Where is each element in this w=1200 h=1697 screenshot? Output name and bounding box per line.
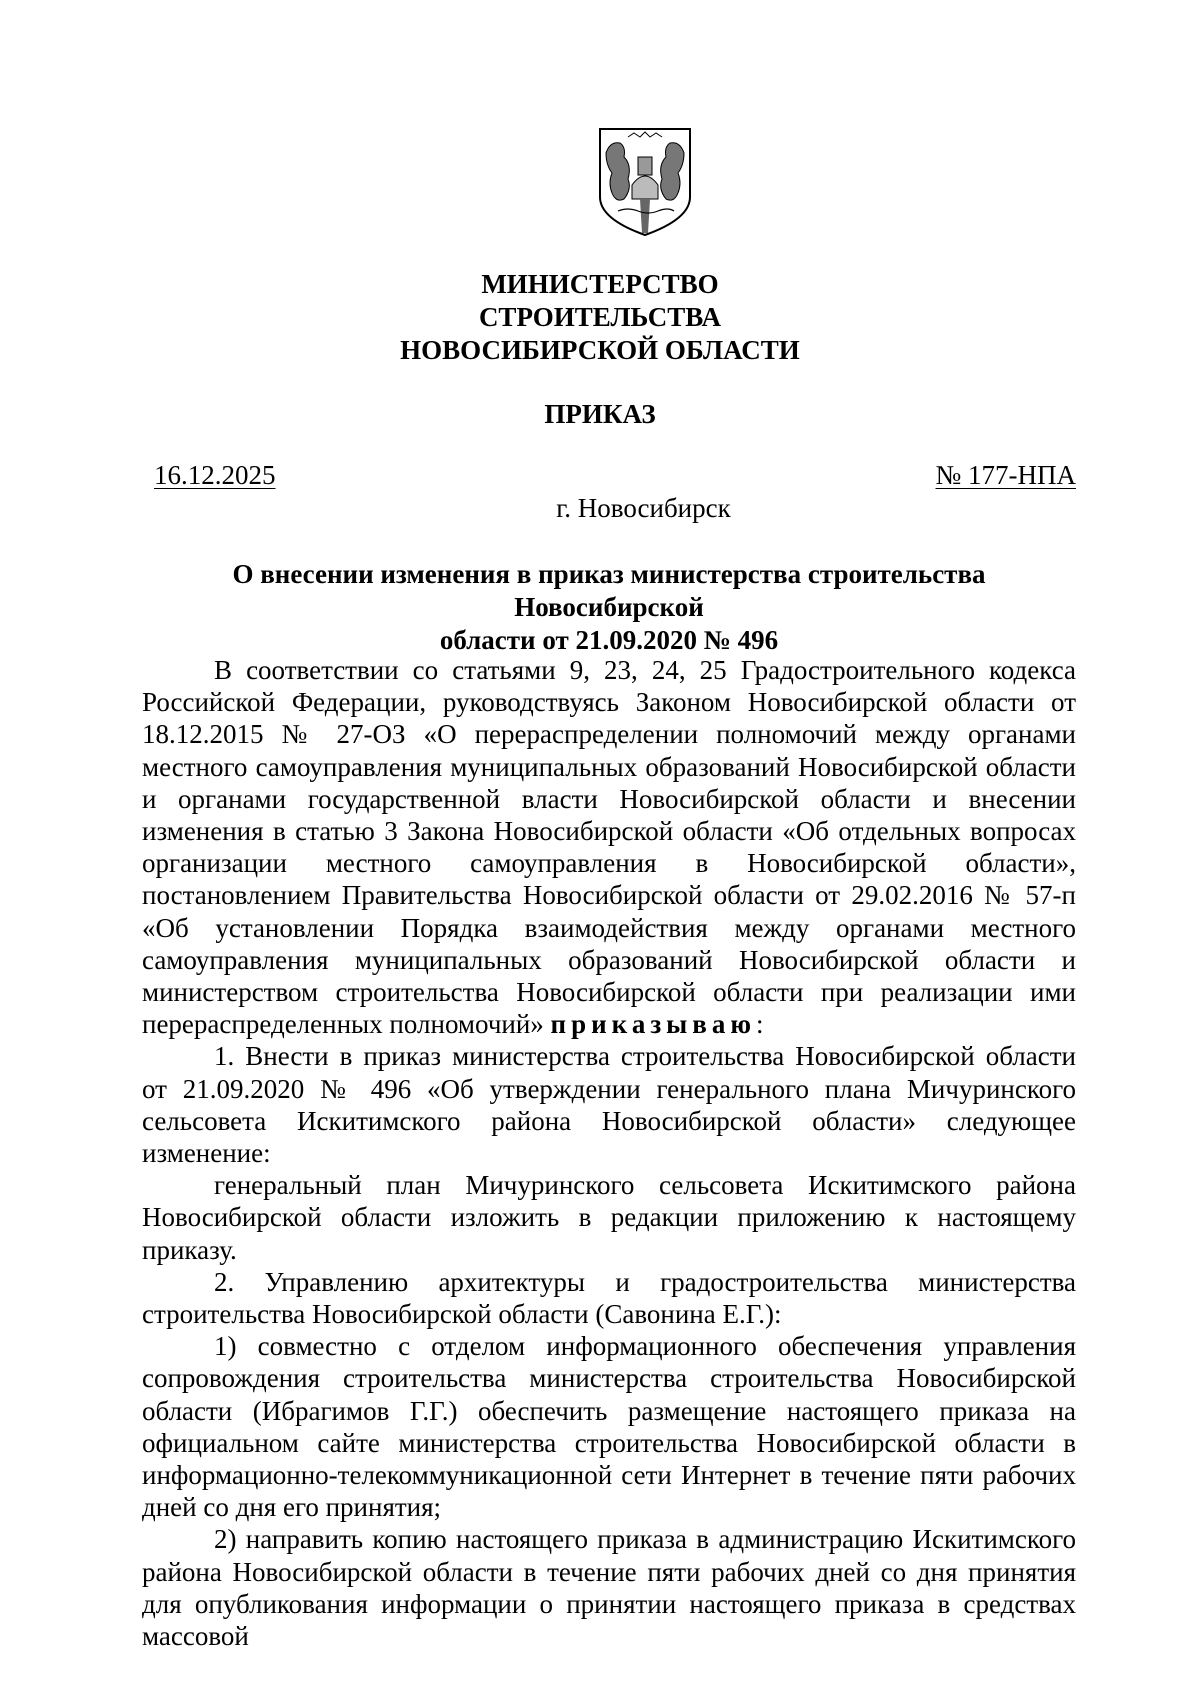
item-1-text-paragraph: генеральный план Мичуринского сельсовета Искитимского района Новосибирской области изложить в редакции приложению к настоящему приказу. [142, 1170, 1076, 1265]
document-city: г. Новосибирск [556, 493, 731, 523]
ministry-name [0, 268, 1200, 367]
order-word: приказываю [550, 1009, 756, 1040]
subject-line-2: области от 21.09.2020 № 496 [439, 625, 779, 655]
document-type: ПРИКАЗ [544, 399, 656, 429]
preamble-text: В соответствии со статьями 9, 23, 24, 25 Градостроительного кодекса Российской Федерации, руководствуясь Законом Новосибирской области от 18.12.2015 № 27-ОЗ «О перераспределении полномочий между органами местного самоуправления муниципальных образований Новосибирской области и органами государственной власти Новосибирской области и внесении изменения в статью 3 Закона Новосибирской области «Об отдельных вопросах организации местного самоуправления в Новосибирской области», постановлением Правительства Новосибирской области от 29.02.2016 № 57-п «Об установлении Порядка взаимодействия между органами местного самоуправления муниципальных образований Новосибирской области и министерством строительства Новосибирской области при реализации ими перераспределенных полномочий» [142, 655, 1076, 1040]
coat-of-arms-emblem [598, 127, 692, 237]
ministry-line-2: СТРОИТЕЛЬСТВА [478, 302, 722, 332]
order-colon: : [755, 1009, 764, 1040]
document-body [142, 654, 1076, 1652]
document-subject [142, 558, 1076, 657]
document-number: № 177-НПА [935, 460, 1076, 490]
document-date: 16.12.2025 [154, 460, 276, 490]
ministry-line-1: МИНИСТЕРСТВО [481, 269, 719, 299]
preamble-paragraph [142, 654, 1076, 1040]
item-1-paragraph: 1. Внести в приказ министерства строительства Новосибирской области от 21.09.2020 № 496 «Об утверждении генерального плана Мичуринского сельсовета Искитимского района Новосибирской области» следующее изменение: [142, 1041, 1076, 1169]
item-2-2-paragraph: 2) направить копию настоящего приказа в администрацию Искитимского района Новосибирской области в течение пяти рабочих дней со дня принятия для опубликования информации о принятии настоящего приказа в средствах массовой [142, 1524, 1076, 1652]
subject-line-1: О внесении изменения в приказ министерства строительства Новосибирской [232, 559, 986, 622]
item-2-paragraph: 2. Управлению архитектуры и градостроительства министерства строительства Новосибирской области (Савонина Е.Г.): [142, 1266, 1076, 1330]
ministry-line-3: НОВОСИБИРСКОЙ ОБЛАСТИ [400, 335, 800, 365]
item-2-1-paragraph: 1) совместно с отделом информационного обеспечения управления сопровождения строительства министерства строительства Новосибирской области (Ибрагимов Г.Г.) обеспечить размещение настоящего приказа на официальном сайте министерства строительства Новосибирской области в информационно-телекоммуникационной сети Интернет в течение пяти рабочих дней со дня его принятия; [142, 1331, 1076, 1523]
